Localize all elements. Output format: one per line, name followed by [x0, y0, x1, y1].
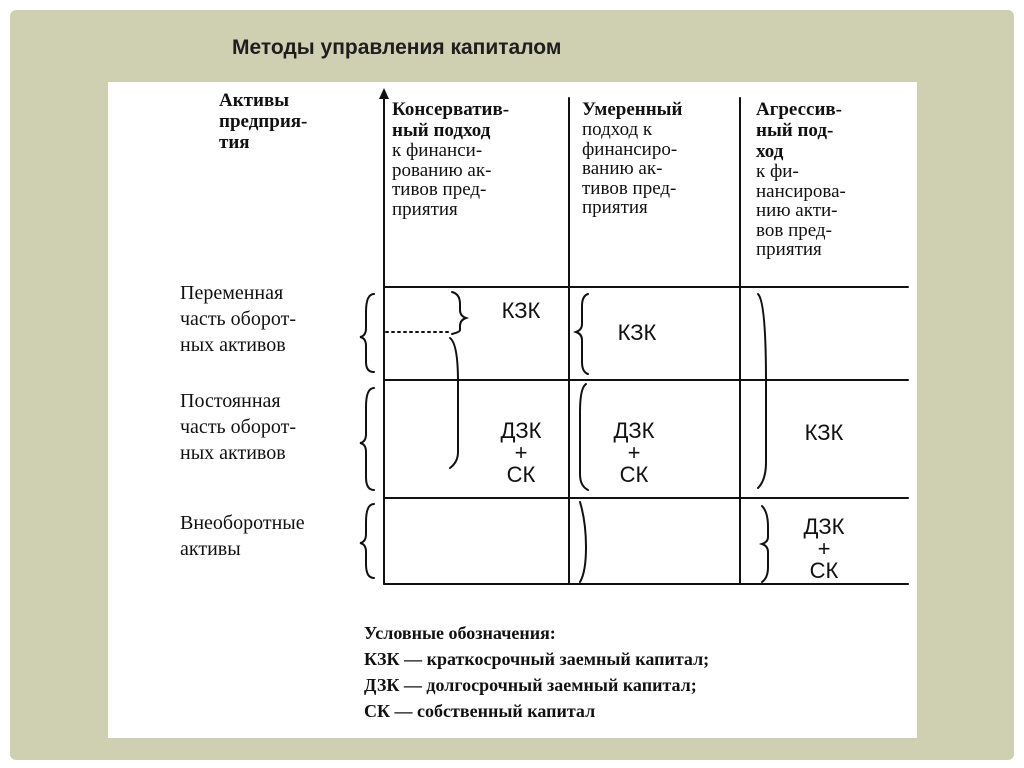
- bracket-aggressive-kzk: [758, 294, 766, 488]
- legend-item: КЗК — краткосрочный заемный капитал;: [364, 649, 710, 669]
- cell-moderate-dzk-sk: ДЗК + СК: [613, 418, 655, 487]
- column-header-bold: Консерватив- ный подход: [392, 99, 510, 141]
- bracket-moderate-kzk: [576, 294, 588, 374]
- column-header-text: к финанси- рованию ак- тивов пред- приятия: [392, 140, 492, 220]
- cell-moderate-kzk: КЗК: [617, 320, 657, 345]
- column-header-bold: Агрессив- ный под- ход: [756, 99, 842, 162]
- column-header-aggressive: [756, 99, 912, 260]
- diagram-figure: [108, 82, 917, 738]
- column-header-bold: Умеренный: [582, 99, 683, 120]
- cell-conservative-kzk: КЗК: [501, 298, 541, 323]
- cell-aggressive-dzk-sk: ДЗК + СК: [803, 514, 845, 583]
- row-label-noncurrent: Внеоборотные активы: [180, 512, 305, 560]
- cell-aggressive-kzk: КЗК: [804, 420, 844, 445]
- bracket-moderate-long: [580, 384, 588, 490]
- legend-item: СК — собственный капитал: [364, 701, 596, 721]
- slide-title: Методы управления капиталом: [232, 36, 562, 59]
- axis-arrow: [379, 88, 389, 99]
- bracket-aggressive-dzk: [762, 506, 768, 582]
- legend-item: ДЗК — долгосрочный заемный капитал;: [364, 675, 697, 695]
- bracket-moderate-bottom: [580, 502, 586, 582]
- row-label-permanent: Постоянная часть оборот- ных активов: [180, 390, 296, 464]
- legend-title: Условные обозначения:: [364, 623, 556, 643]
- bracket-conservative-kzk: [452, 292, 466, 334]
- column-header-moderate: [582, 99, 738, 218]
- row-header-title: Активы предприя- тия: [219, 90, 308, 153]
- column-header-text: к фи- нансирова- нию акти- вов пред- приятия: [756, 161, 846, 260]
- legend: [364, 620, 904, 724]
- cell-conservative-dzk-sk: ДЗК + СК: [500, 418, 542, 487]
- column-header-conservative: [392, 99, 568, 219]
- bracket-conservative-long: [450, 338, 458, 468]
- column-header-text: подход к финансиро- ванию ак- тивов пред- приятия: [582, 119, 678, 218]
- row-label-variable: Переменная часть оборот- ных активов: [180, 282, 296, 356]
